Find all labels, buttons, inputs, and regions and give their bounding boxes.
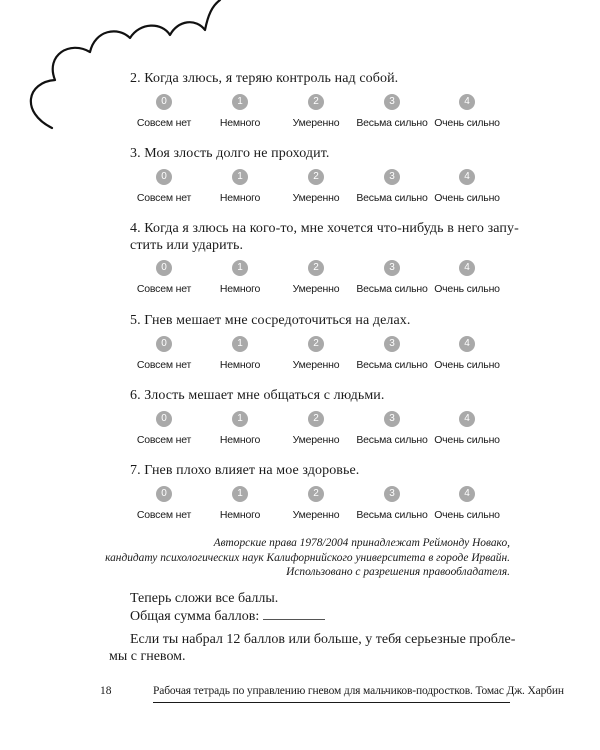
rating-circle[interactable]: 1 — [232, 94, 248, 110]
rating-label: Немного — [219, 116, 261, 129]
rating-circle[interactable]: 2 — [308, 169, 324, 185]
rating-label: Очень сильно — [434, 191, 500, 204]
copyright-line: кандидату психологических наук Калифорнийского университета в городе Ирвайн. — [105, 551, 510, 564]
question-text: 3. Моя злость долго не проходит. — [130, 146, 330, 161]
rating-option[interactable] — [422, 94, 512, 129]
total-score-row — [109, 608, 529, 626]
rating-circle[interactable]: 3 — [384, 411, 400, 427]
rating-label: Умеренно — [292, 283, 340, 295]
rating-option[interactable] — [422, 411, 512, 446]
total-score-field[interactable] — [263, 608, 325, 620]
rating-label: Очень сильно — [434, 358, 500, 371]
rating-label: Весьма сильно — [356, 283, 428, 295]
rating-label: Умеренно — [292, 508, 340, 521]
question-text: 5. Гнев мешает мне сосредоточиться на делах. — [130, 313, 411, 328]
running-title: Рабочая тетрадь по управлению гневом для мальчиков-подростков. Томас Дж. Харбин — [153, 685, 564, 697]
rating-circle[interactable]: 1 — [232, 486, 248, 502]
question-2 — [130, 71, 522, 134]
rating-option[interactable] — [422, 169, 512, 204]
rating-label: Совсем нет — [136, 191, 192, 204]
rating-circle[interactable]: 2 — [308, 486, 324, 502]
rating-option[interactable] — [422, 260, 512, 295]
rating-label: Совсем нет — [136, 283, 192, 295]
rating-circle[interactable]: 2 — [308, 260, 324, 276]
rating-circle[interactable]: 2 — [308, 336, 324, 352]
rating-label: Умеренно — [292, 358, 340, 371]
question-text: 4. Когда я злюсь на кого-то, мне хочется что-нибудь в него запу- — [130, 221, 519, 236]
result-block — [109, 632, 529, 665]
rating-circle[interactable]: 1 — [232, 411, 248, 427]
rating-circle[interactable]: 1 — [232, 169, 248, 185]
rating-scale — [130, 411, 522, 451]
rating-label: Немного — [219, 191, 261, 204]
rating-circle[interactable]: 3 — [384, 169, 400, 185]
question-text: 2. Когда злюсь, я теряю контроль над собой. — [130, 71, 399, 86]
total-score-label: Общая сумма баллов: — [130, 608, 260, 624]
rating-circle[interactable]: 4 — [459, 169, 475, 185]
result-line: мы с гневом. — [109, 648, 186, 664]
footer-rule — [153, 702, 510, 703]
rating-label: Весьма сильно — [356, 116, 428, 129]
rating-scale — [130, 336, 522, 376]
question-5 — [130, 313, 522, 376]
rating-label: Немного — [219, 433, 261, 446]
question-7 — [130, 463, 522, 526]
question-text: 6. Злость мешает мне общаться с людьми. — [130, 388, 385, 403]
rating-label: Немного — [219, 283, 261, 295]
rating-circle[interactable]: 0 — [156, 94, 172, 110]
rating-label: Совсем нет — [136, 358, 192, 371]
rating-circle[interactable]: 3 — [384, 260, 400, 276]
rating-circle[interactable]: 3 — [384, 486, 400, 502]
rating-circle[interactable]: 4 — [459, 336, 475, 352]
question-text: стить или ударить. — [130, 237, 244, 253]
page-number: 18 — [100, 685, 112, 697]
rating-circle[interactable]: 4 — [459, 411, 475, 427]
rating-circle[interactable]: 1 — [232, 336, 248, 352]
rating-label: Совсем нет — [136, 433, 192, 446]
rating-option[interactable] — [422, 486, 512, 521]
rating-label: Весьма сильно — [356, 508, 428, 521]
rating-label: Очень сильно — [434, 116, 500, 129]
question-4 — [130, 221, 522, 300]
rating-circle[interactable]: 3 — [384, 94, 400, 110]
copyright-line: Использовано с разрешения правообладателя. — [286, 566, 510, 579]
copyright-line: Авторские права 1978/2004 принадлежат Реймонду Новако, — [213, 537, 510, 549]
summary-block — [109, 591, 529, 625]
rating-circle[interactable]: 0 — [156, 486, 172, 502]
rating-label: Очень сильно — [434, 508, 500, 521]
rating-circle[interactable]: 3 — [384, 336, 400, 352]
rating-scale — [130, 486, 522, 526]
question-text: 7. Гнев плохо влияет на мое здоровье. — [130, 463, 360, 478]
rating-scale — [130, 94, 522, 134]
rating-label: Весьма сильно — [356, 433, 428, 446]
copyright-note — [100, 536, 510, 580]
rating-label: Очень сильно — [434, 433, 500, 446]
rating-label: Весьма сильно — [356, 358, 428, 371]
rating-circle[interactable]: 4 — [459, 486, 475, 502]
rating-label: Умеренно — [292, 433, 340, 446]
rating-scale — [130, 169, 522, 209]
rating-option[interactable] — [422, 336, 512, 371]
rating-circle[interactable]: 0 — [156, 169, 172, 185]
rating-circle[interactable]: 2 — [308, 411, 324, 427]
rating-circle[interactable]: 4 — [459, 94, 475, 110]
rating-circle[interactable]: 0 — [156, 411, 172, 427]
rating-label: Умеренно — [292, 116, 340, 129]
rating-circle[interactable]: 1 — [232, 260, 248, 276]
result-line: Если ты набрал 12 баллов или больше, у тебя серьезные пробле- — [130, 632, 516, 647]
rating-circle[interactable]: 0 — [156, 260, 172, 276]
rating-scale — [130, 260, 522, 300]
question-6 — [130, 388, 522, 451]
rating-label: Немного — [219, 508, 261, 521]
rating-label: Немного — [219, 358, 261, 371]
rating-label: Умеренно — [292, 191, 340, 204]
rating-label: Совсем нет — [136, 508, 192, 521]
question-3 — [130, 146, 522, 209]
rating-label: Весьма сильно — [356, 191, 428, 204]
rating-circle[interactable]: 4 — [459, 260, 475, 276]
rating-circle[interactable]: 0 — [156, 336, 172, 352]
rating-label: Совсем нет — [136, 116, 192, 129]
rating-label: Очень сильно — [434, 283, 500, 295]
summary-instruction: Теперь сложи все баллы. — [130, 591, 279, 606]
rating-circle[interactable]: 2 — [308, 94, 324, 110]
